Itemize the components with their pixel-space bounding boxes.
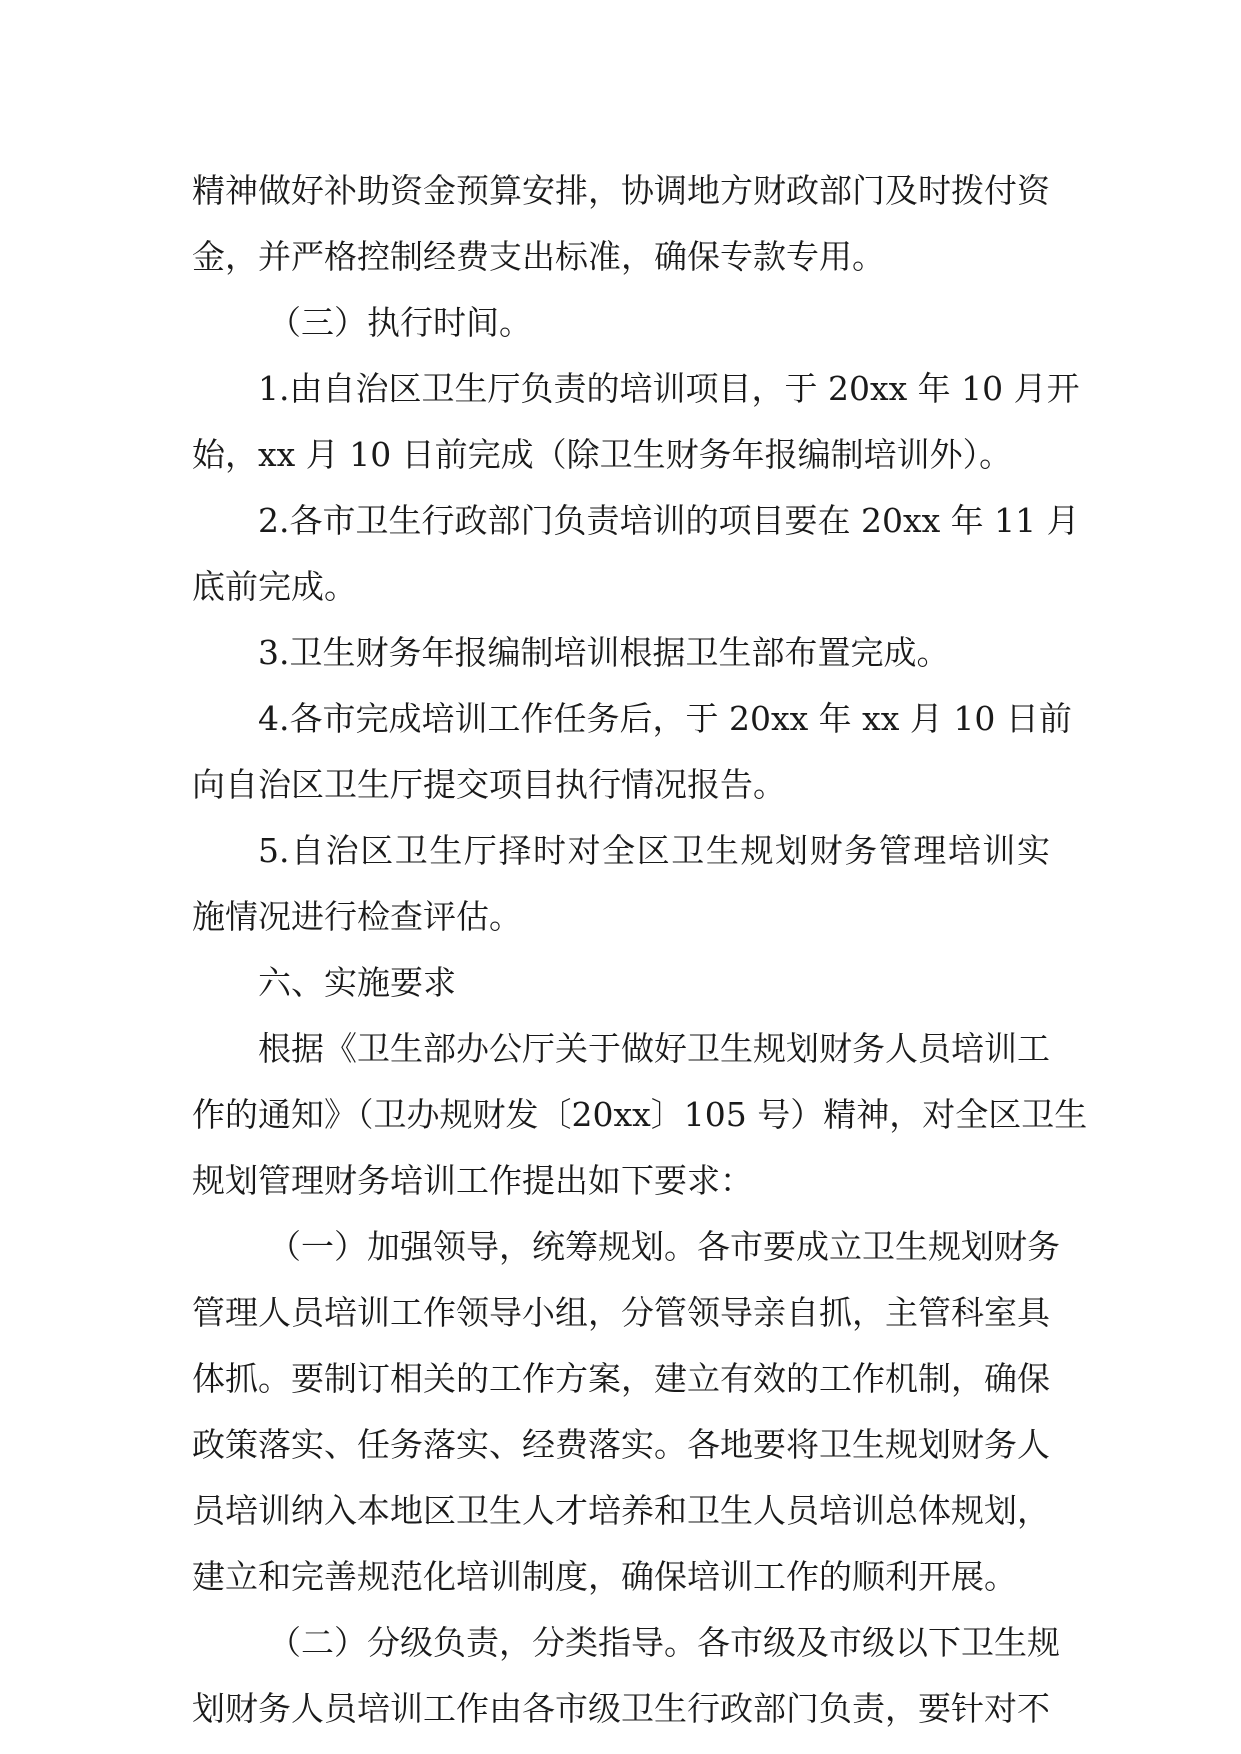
- text-line: 划财务人员培训工作由各市级卫生行政部门负责，要针对不: [192, 1689, 1050, 1728]
- section-heading: （三）执行时间。: [268, 303, 532, 342]
- list-item: 4.各市完成培训工作任务后，于 20xx 年 xx 月 10 日前: [258, 699, 1072, 738]
- paragraph-start: 根据《卫生部办公厅关于做好卫生规划财务人员培训工: [258, 1029, 1050, 1068]
- text-line: 向自治区卫生厅提交项目执行情况报告。: [192, 765, 786, 804]
- paragraph-start: （二）分级负责，分类指导。各市级及市级以下卫生规: [268, 1623, 1060, 1662]
- text-line: 金，并严格控制经费支出标准，确保专款专用。: [192, 237, 885, 276]
- section-heading: 六、实施要求: [258, 963, 456, 1002]
- text-line: 始，xx 月 10 日前完成（除卫生财务年报编制培训外）。: [192, 435, 1013, 474]
- text-line: 管理人员培训工作领导小组，分管领导亲自抓，主管科室具: [192, 1293, 1050, 1332]
- text-line: 作的通知》（卫办规财发〔20xx〕105 号）精神，对全区卫生: [192, 1095, 1088, 1134]
- paragraph-start: （一）加强领导，统筹规划。各市要成立卫生规划财务: [268, 1227, 1060, 1266]
- text-line: 建立和完善规范化培训制度，确保培训工作的顺利开展。: [192, 1557, 1017, 1596]
- list-item: 1.由自治区卫生厅负责的培训项目，于 20xx 年 10 月开: [258, 369, 1080, 408]
- list-item: 5.自治区卫生厅择时对全区卫生规划财务管理培训实: [258, 831, 1050, 870]
- list-item: 2.各市卫生行政部门负责培训的项目要在 20xx 年 11 月: [258, 501, 1080, 540]
- list-item: 3.卫生财务年报编制培训根据卫生部布置完成。: [258, 633, 950, 672]
- text-line: 体抓。要制订相关的工作方案，建立有效的工作机制，确保: [192, 1359, 1050, 1398]
- text-line: 施情况进行检查评估。: [192, 897, 522, 936]
- text-line: 底前完成。: [192, 567, 357, 606]
- document-body: [192, 158, 1088, 1742]
- text-line: 政策落实、任务落实、经费落实。各地要将卫生规划财务人: [192, 1425, 1050, 1464]
- text-line: 规划管理财务培训工作提出如下要求：: [192, 1161, 753, 1200]
- text-line: 员培训纳入本地区卫生人才培养和卫生人员培训总体规划，: [192, 1491, 1050, 1530]
- text-line: 精神做好补助资金预算安排，协调地方财政部门及时拨付资: [192, 171, 1050, 210]
